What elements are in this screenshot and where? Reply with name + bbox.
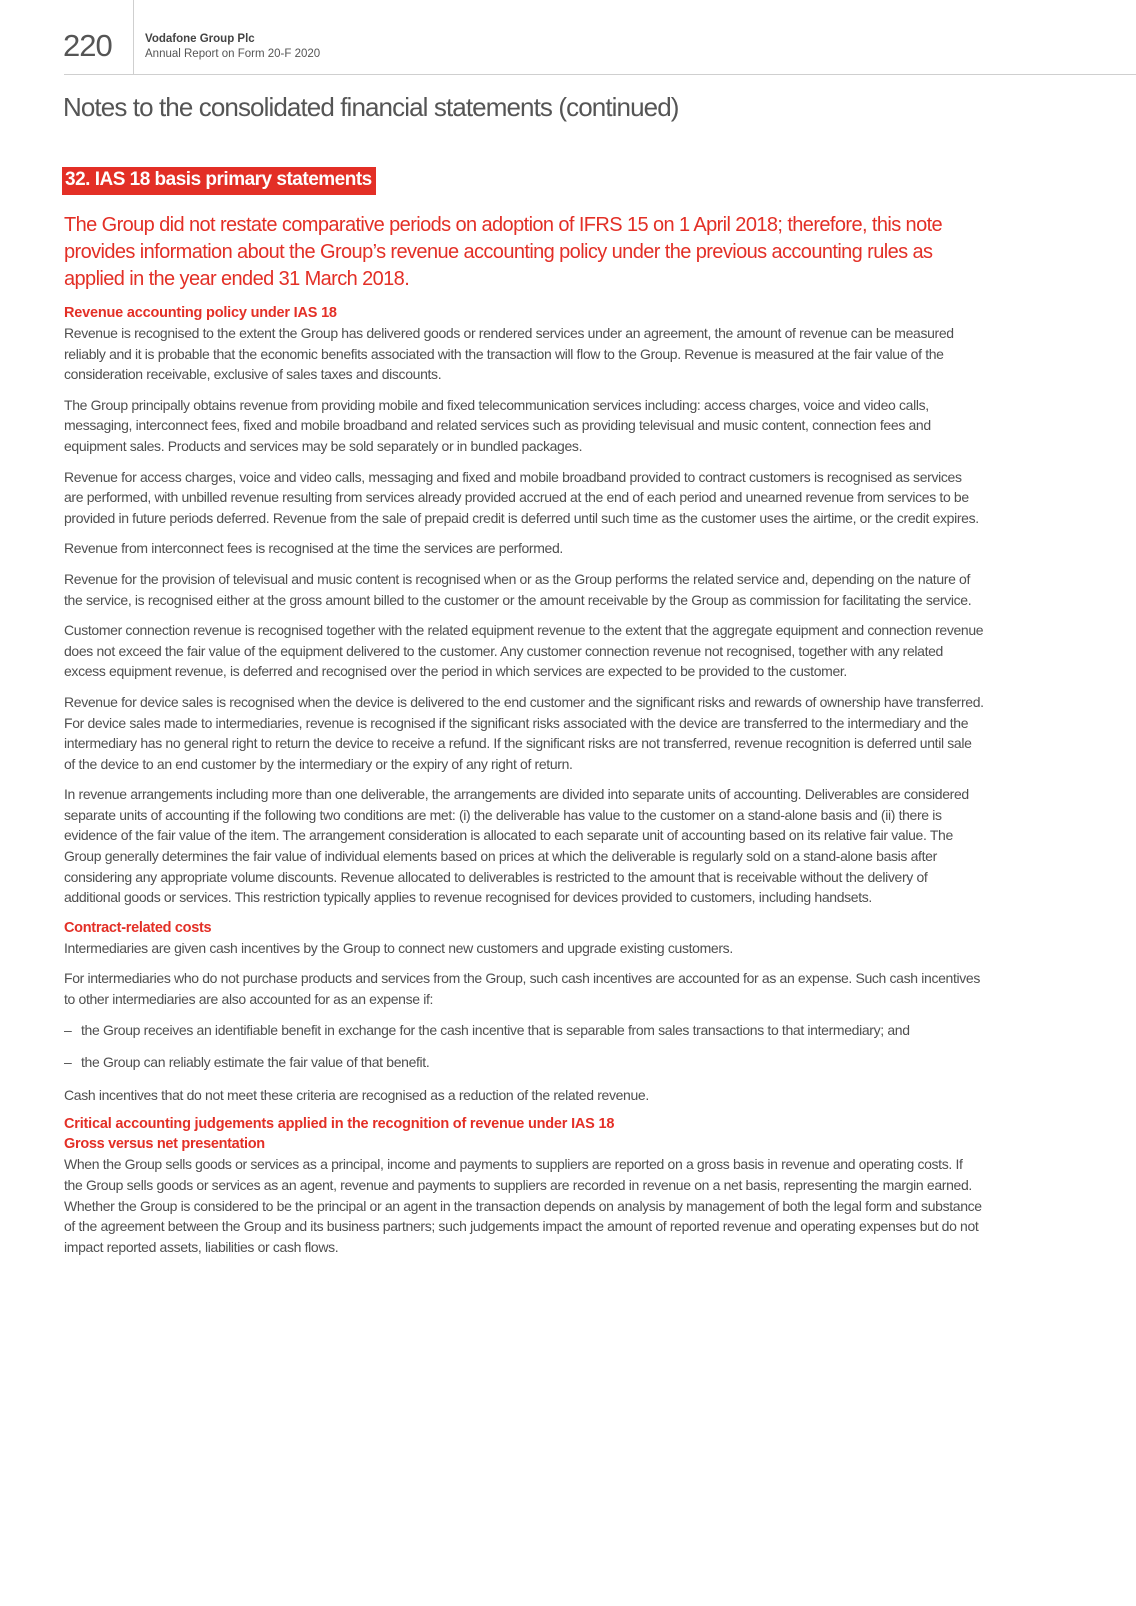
critical-judgements-heading: Critical accounting judgements applied in the recognition of revenue under IAS 18: [64, 1116, 615, 1133]
paragraph: Revenue from interconnect fees is recognised at the time the services are performed.: [64, 540, 563, 557]
header-divider-vertical: [133, 0, 134, 74]
paragraph: Cash incentives that do not meet these criteria are recognised as a reduction of the related revenue.: [64, 1086, 649, 1103]
paragraph: When the Group sells goods or services as a principal, income and payments to suppliers are reported on a gross basis in revenue and operating costs. If the Group sells goods or services as an agent, revenue and payments to suppliers are recorded in revenue on a net basis, representing the margin earned. Whether the Group is considered to be the principal or an agent in the transaction depends on analysis by management of both the legal form and substance of the agreement between the Group and its business partners; such judgements impact the amount of reported revenue and operating expenses but do not impact reported assets, liabilities or cash flows.: [64, 1156, 982, 1255]
paragraph: Intermediaries are given cash incentives by the Group to connect new customers and upgrade existing customers.: [64, 939, 733, 956]
page-number: 220: [63, 28, 112, 63]
paragraph: Customer connection revenue is recognised together with the related equipment revenue to the extent that the aggregate equipment and connection revenue does not exceed the fair value of the equipment delivered to the customer. Any customer connection revenue not recognised, together with any related excess equipment revenue, is deferred and recognised over the period in which services are expected to be provided to the customer.: [64, 622, 984, 680]
bullet-text: the Group can reliably estimate the fair value of that benefit.: [81, 1054, 430, 1071]
paragraph: Revenue is recognised to the extent the Group has delivered goods or rendered services under an agreement, the amount of revenue can be measured reliably and it is probable that the economic benefits associated with the transaction will flow to the Group. Revenue is measured at the fair value of the consideration receivable, exclusive of sales taxes and discounts.: [64, 325, 954, 383]
revenue-policy-heading: Revenue accounting policy under IAS 18: [64, 305, 337, 321]
header-divider-horizontal: [64, 74, 1136, 75]
contract-costs-heading: Contract-related costs: [64, 919, 212, 936]
critical-judgements-section: [64, 1115, 984, 1257]
document-body: [64, 212, 984, 1267]
section-intro: The Group did not restate comparative periods on adoption of IFRS 15 on 1 April 2018; therefore, this note provides information about the Group’s revenue accounting policy under the previous accounting rules as applied in the year ended 31 March 2018.: [64, 214, 943, 290]
page-title: Notes to the consolidated financial statements (continued): [63, 92, 679, 122]
dash-bullet-icon: –: [64, 1021, 72, 1038]
company-name: Vodafone Group Plc: [145, 33, 255, 45]
section-heading-badge: 32. IAS 18 basis primary statements: [62, 167, 376, 195]
paragraph: Revenue for device sales is recognised when the device is delivered to the end customer and the significant risks and rewards of ownership have transferred. For device sales made to intermediaries, revenue is recognised if the significant risks associated with the device are transferred to the intermediary and the intermediary has no general right to return the device to receive a refund. If the significant risks are not transferred, revenue recognition is deferred until sale of the device to an end customer by the intermediary or the expiry of any right of return.: [64, 693, 984, 772]
bullet-text: the Group receives an identifiable benefit in exchange for the cash incentive that is separable from sales transactions to that intermediary; and: [81, 1021, 910, 1038]
bullet-item: [64, 1052, 984, 1073]
paragraph: Revenue for access charges, voice and video calls, messaging and fixed and mobile broadband provided to contract customers is recognised as services are performed, with unbilled revenue resulting from services already provided accrued at the end of each period and unearned revenue from services to be provided in future periods deferred. Revenue from the sale of prepaid credit is deferred until such time as the customer uses the airtime, or the credit expires.: [64, 468, 979, 526]
contract-costs-section: [64, 918, 984, 1106]
gross-vs-net-subheading: Gross versus net presentation: [64, 1136, 265, 1153]
paragraph: Revenue for the provision of televisual and music content is recognised when or as the Group performs the related service and, depending on the nature of the service, is recognised either at the gross amount billed to the customer or the amount receivable by the Group as commission for facilitating the service.: [64, 570, 972, 608]
bullet-item: [64, 1020, 984, 1041]
paragraph: The Group principally obtains revenue from providing mobile and fixed telecommunication services including: access charges, voice and video calls, messaging, interconnect fees, fixed and mobile broadband and related services such as providing televisual and music content, connection fees and equipment sales. Products and services may be sold separately or in bundled packages.: [64, 396, 931, 454]
paragraph: In revenue arrangements including more than one deliverable, the arrangements are divided into separate units of accounting. Deliverables are considered separate units of accounting if the following two conditions are met: (i) the deliverable has value to the customer on a stand-alone basis and (ii) there is evidence of the fair value of the item. The arrangement consideration is allocated to each separate unit of accounting based on its relative fair value. The Group generally determines the fair value of individual elements based on prices at which the deliverable is regularly sold on a stand-alone basis after considering any appropriate volume discounts. Revenue allocated to deliverables is restricted to the amount that is receivable without the delivery of additional goods or services. This restriction typically applies to revenue recognised for devices provided to customers, including handsets.: [64, 786, 969, 906]
dash-bullet-icon: –: [64, 1054, 72, 1071]
revenue-policy-section: [64, 304, 984, 908]
report-name: Annual Report on Form 20-F 2020: [145, 48, 321, 60]
paragraph: For intermediaries who do not purchase products and services from the Group, such cash incentives are accounted for as an expense. Such cash incentives to other intermediaries are also accounted for as an expense if:: [64, 970, 981, 1008]
